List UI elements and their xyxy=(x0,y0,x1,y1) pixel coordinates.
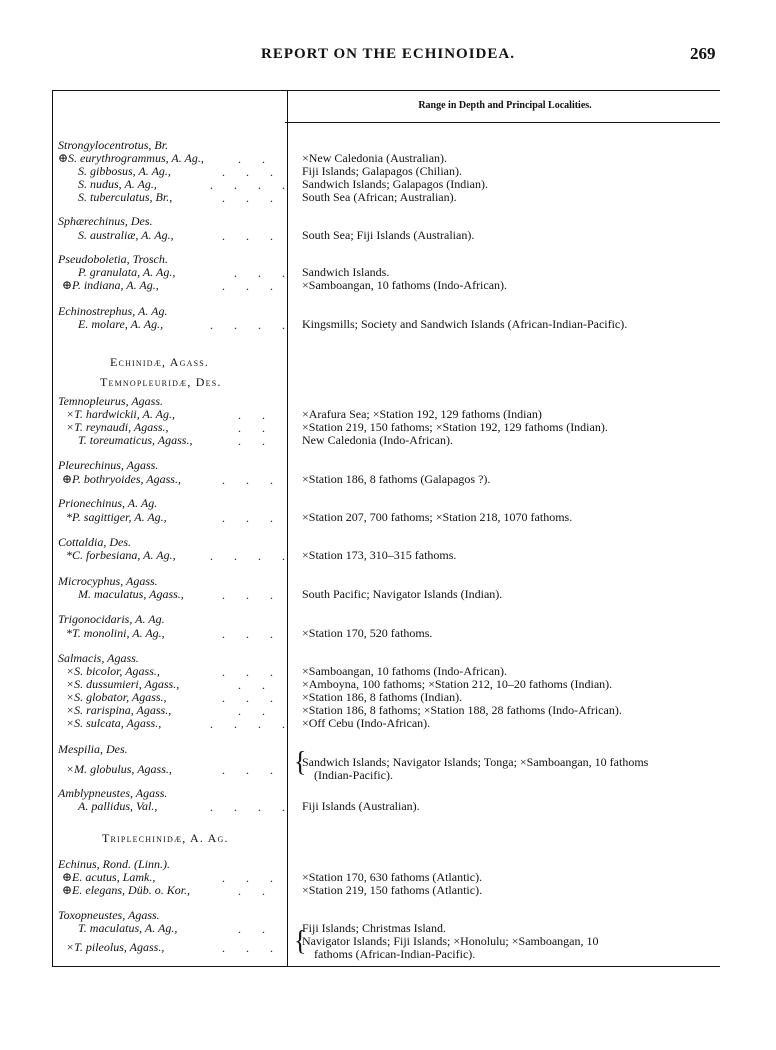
genus-name: Temnopleurus, Agass. xyxy=(58,394,164,408)
locality-text: ×Station 170, 630 fathoms (Atlantic). xyxy=(302,870,483,884)
leader-dots: . . . . xyxy=(210,178,294,192)
brace-glyph: { xyxy=(294,924,307,957)
leader-dots: . . . xyxy=(234,266,294,280)
locality-text: Sandwich Islands; Galapagos (Indian). xyxy=(302,177,488,191)
species-name: ⊕P. bothryoides, Agass., xyxy=(62,472,181,486)
species-name: T. toreumaticus, Agass., xyxy=(78,433,193,447)
species-name: ×T. hardwickii, A. Ag., xyxy=(66,407,175,421)
species-name: S. australiæ, A. Ag., xyxy=(78,228,174,242)
species-name: ×S. rarispina, Agass., xyxy=(66,703,172,717)
species-name: ⊕E. acutus, Lamk., xyxy=(62,870,156,884)
species-name: ×S. sulcata, Agass., xyxy=(66,716,162,730)
leader-dots: . . . xyxy=(222,871,282,885)
leader-dots: . . . xyxy=(222,165,282,179)
locality-text: ×Station 170, 520 fathoms. xyxy=(302,626,433,640)
locality-text: ×Station 186, 8 fathoms (Galapagos ?). xyxy=(302,472,491,486)
locality-text: ×Samboangan, 10 fathoms (Indo-African). xyxy=(302,278,508,292)
column-header-rule xyxy=(285,122,720,123)
species-name: ×S. bicolor, Agass., xyxy=(66,664,160,678)
species-name: M. maculatus, Agass., xyxy=(78,587,184,601)
genus-name: Echinostrephus, A. Ag. xyxy=(58,304,168,318)
locality-text: ×Arafura Sea; ×Station 192, 129 fathoms (Indian) xyxy=(302,407,542,421)
leader-dots: . . xyxy=(238,922,274,936)
family-heading: Echinidæ, Agass. xyxy=(110,355,210,369)
locality-text: Fiji Islands; Christmas Island. xyxy=(302,921,446,935)
locality-text: Sandwich Islands. xyxy=(302,265,390,279)
locality-text: Fiji Islands; Galapagos (Chilian). xyxy=(302,164,462,178)
table-top-rule xyxy=(52,90,720,91)
locality-text: ×Amboyna, 100 fathoms; ×Station 212, 10–20 fathoms (Indian). xyxy=(302,677,613,691)
column-header-localities: Range in Depth and Principal Localities. xyxy=(418,100,592,111)
locality-text-continued: fathoms (African-Indian-Pacific). xyxy=(314,947,476,961)
leader-dots: . . . . xyxy=(210,717,294,731)
species-name: T. maculatus, A. Ag., xyxy=(78,921,178,935)
locality-text: New Caledonia (Indo-African). xyxy=(302,433,453,447)
species-name: P. granulata, A. Ag., xyxy=(78,265,176,279)
table-left-rule xyxy=(52,90,53,966)
leader-dots: . . . xyxy=(222,763,282,777)
genus-name: Toxopneustes, Agass. xyxy=(58,908,160,922)
genus-name: Mespilia, Des. xyxy=(58,742,128,756)
leader-dots: . . xyxy=(238,704,274,718)
leader-dots: . . . . xyxy=(210,549,294,563)
brace-glyph: { xyxy=(294,745,307,778)
leader-dots: . . . xyxy=(222,691,282,705)
locality-text: South Sea (African; Australian). xyxy=(302,190,457,204)
locality-text: ×Station 207, 700 fathoms; ×Station 218, 1070 fathoms. xyxy=(302,510,573,524)
subfamily-heading: Temnopleuridæ, Des. xyxy=(100,375,222,389)
locality-text: ×Samboangan, 10 fathoms (Indo-African). xyxy=(302,664,508,678)
leader-dots: . . . xyxy=(222,473,282,487)
species-name: ×M. globulus, Agass., xyxy=(66,762,172,776)
column-divider-rule xyxy=(287,90,288,966)
locality-text: ×Station 186, 8 fathoms; ×Station 188, 28 fathoms (Indo-African). xyxy=(302,703,622,717)
species-name: ×T. reynaudi, Agass., xyxy=(66,420,169,434)
locality-text: ×Station 186, 8 fathoms (Indian). xyxy=(302,690,463,704)
running-title: REPORT ON THE ECHINOIDEA. xyxy=(261,46,515,62)
genus-name: Sphærechinus, Des. xyxy=(58,214,153,228)
locality-text: ×New Caledonia (Australian). xyxy=(302,151,448,165)
species-name: ⊕P. indiana, A. Ag., xyxy=(62,278,159,292)
table-bottom-rule xyxy=(52,966,720,967)
species-name: *C. forbesiana, A. Ag., xyxy=(66,548,176,562)
leader-dots: . . . xyxy=(222,665,282,679)
locality-text: Sandwich Islands; Navigator Islands; Tonga; ×Samboangan, 10 fathoms xyxy=(302,755,649,769)
leader-dots: . . xyxy=(238,421,274,435)
subfamily-heading: Triplechinidæ, A. Ag. xyxy=(102,831,229,845)
leader-dots: . . . xyxy=(222,279,282,293)
leader-dots: . . . . xyxy=(210,318,294,332)
genus-name: Strongylocentrotus, Br. xyxy=(58,138,169,152)
locality-text-continued: (Indian-Pacific). xyxy=(314,768,393,782)
locality-text: ×Station 219, 150 fathoms (Atlantic). xyxy=(302,883,483,897)
leader-dots: . . . xyxy=(222,627,282,641)
genus-name: Trigonocidaris, A. Ag. xyxy=(58,612,165,626)
species-name: ⊕E. elegans, Düb. o. Kor., xyxy=(62,883,191,897)
locality-text: Fiji Islands (Australian). xyxy=(302,799,420,813)
species-name: *T. monolini, A. Ag., xyxy=(66,626,165,640)
species-name: S. nudus, A. Ag., xyxy=(78,177,157,191)
locality-text: ×Station 219, 150 fathoms; ×Station 192, 129 fathoms (Indian). xyxy=(302,420,608,434)
genus-name: Cottaldia, Des. xyxy=(58,535,132,549)
species-name: ⊕S. eurythrogrammus, A. Ag., xyxy=(58,151,204,165)
genus-name: Amblypneustes, Agass. xyxy=(58,786,168,800)
genus-name: Pleurechinus, Agass. xyxy=(58,458,159,472)
locality-text: Navigator Islands; Fiji Islands; ×Honolulu; ×Samboangan, 10 xyxy=(302,934,599,948)
page-number: 269 xyxy=(690,44,716,63)
locality-text: ×Off Cebu (Indo-African). xyxy=(302,716,431,730)
leader-dots: . . xyxy=(238,408,274,422)
species-name: E. molare, A. Ag., xyxy=(78,317,164,331)
leader-dots: . . . xyxy=(222,191,282,205)
species-name: S. tuberculatus, Br., xyxy=(78,190,173,204)
species-name: ×S. dussumieri, Agass., xyxy=(66,677,180,691)
leader-dots: . . xyxy=(238,678,274,692)
leader-dots: . . . xyxy=(222,588,282,602)
species-name: ×T. pileolus, Agass., xyxy=(66,940,165,954)
leader-dots: . . xyxy=(238,434,274,448)
species-name: ×S. globator, Agass., xyxy=(66,690,167,704)
genus-name: Echinus, Rond. (Linn.). xyxy=(58,857,170,871)
genus-name: Microcyphus, Agass. xyxy=(58,574,158,588)
genus-name: Salmacis, Agass. xyxy=(58,651,139,665)
genus-name: Prionechinus, A. Ag. xyxy=(58,496,158,510)
leader-dots: . . . xyxy=(222,511,282,525)
leader-dots: . . . . xyxy=(210,800,294,814)
genus-name: Pseudoboletia, Trosch. xyxy=(58,252,168,266)
locality-text: Kingsmills; Society and Sandwich Islands (African-Indian-Pacific). xyxy=(302,317,628,331)
leader-dots: . . . xyxy=(222,941,282,955)
leader-dots: . . . xyxy=(222,229,282,243)
species-name: S. gibbosus, A. Ag., xyxy=(78,164,171,178)
leader-dots: . . xyxy=(238,152,274,166)
locality-text: South Sea; Fiji Islands (Australian). xyxy=(302,228,475,242)
species-name: *P. sagittiger, A. Ag., xyxy=(66,510,167,524)
locality-text: ×Station 173, 310–315 fathoms. xyxy=(302,548,457,562)
locality-text: South Pacific; Navigator Islands (Indian). xyxy=(302,587,503,601)
species-name: A. pallidus, Val., xyxy=(78,799,158,813)
leader-dots: . . xyxy=(238,884,274,898)
